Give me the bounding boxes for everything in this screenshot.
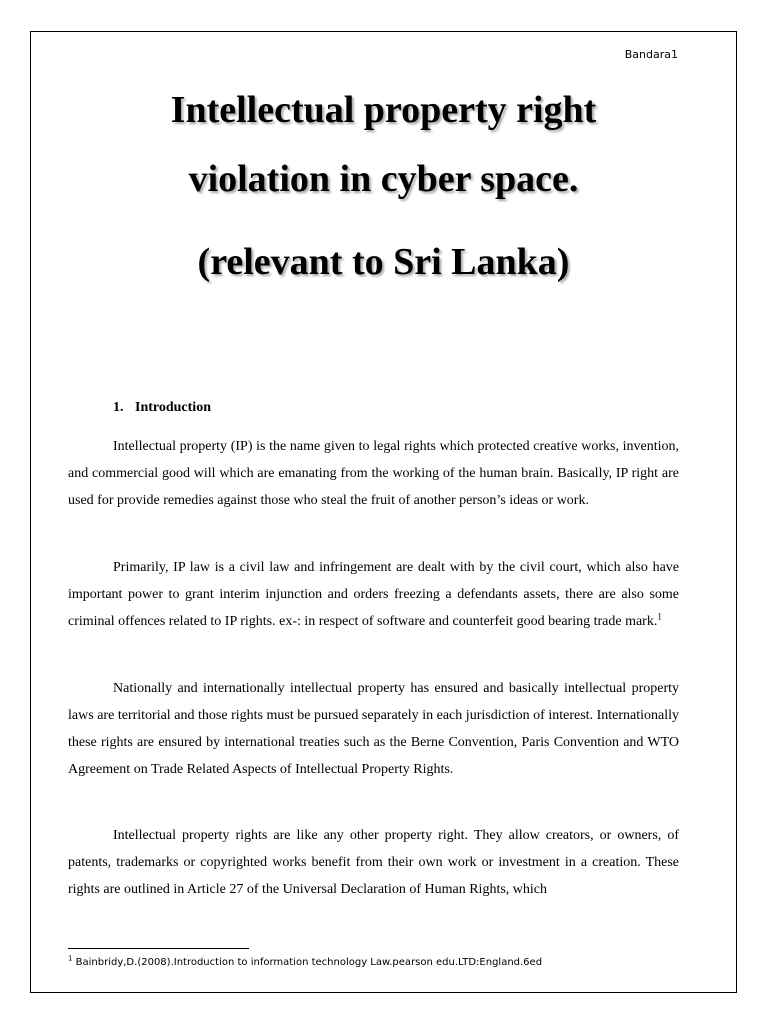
section-heading [113, 400, 211, 416]
paragraph-text: Intellectual property rights are like any other property right. They allow creators, or owners, of patents, trademarks or copyrighted works benefit from their own work or investment in a creation. These rights are outlined in Article 27 of the Universal Declaration of Human Rights, which [68, 828, 679, 897]
paragraph [68, 822, 679, 903]
paragraph-text: Intellectual property (IP) is the name given to legal rights which protected creative works, invention, and commercial good will which are emanating from the working of the human brain. Basically, IP right are used for provide remedies against those who steal the fruit of another person’s ideas or work. [68, 439, 679, 508]
paragraph-text: Primarily, IP law is a civil law and infringement are dealt with by the civil court, which also have important power to grant interim injunction and orders freezing a defendants assets, there are also some criminal offences related to IP rights. ex-: in respect of software and counterfeit good bearing trade mark. [68, 560, 679, 629]
footnote-marker: 1 [68, 954, 73, 963]
footnote-separator [68, 948, 249, 949]
section-title: Introduction [135, 400, 211, 415]
paragraph [68, 675, 679, 783]
paragraph [68, 554, 679, 635]
footnote-reference[interactable]: 1 [657, 611, 662, 622]
section-number: 1. [113, 400, 124, 415]
running-head: Bandara1 [624, 48, 678, 61]
paragraph [68, 433, 679, 514]
footnote [68, 954, 543, 968]
footnote-text: Bainbridy,D.(2008).Introduction to information technology Law.pearson edu.LTD:England.6ed [72, 957, 543, 968]
title-line-3: (relevant to Sri Lanka) [197, 241, 570, 283]
title-line-2: violation in cyber space. [188, 158, 579, 200]
title-line-1: Intellectual property right [170, 89, 597, 131]
paragraph-text: Nationally and internationally intellectual property has ensured and basically intellectual property laws are territorial and those rights must be pursued separately in each jurisdiction of interest. Internationally these rights are ensured by international treaties such as the Berne Convention, Paris Convention and WTO Agreement on Trade Related Aspects of Intellectual Property Rights. [68, 681, 679, 777]
document-page [30, 31, 737, 993]
